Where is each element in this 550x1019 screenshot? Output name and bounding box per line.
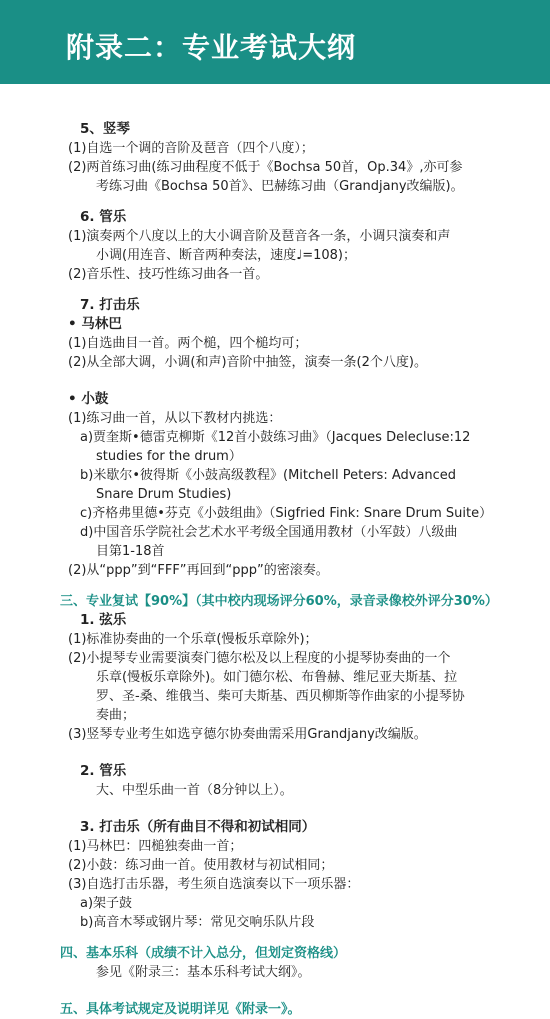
snare-b-1: b)米歇尔•彼得斯《小鼓高级教程》(Mitchell Peters: Advanced xyxy=(80,468,457,483)
snare-a-1: a)贾奎斯•德雷克柳斯《12首小鼓练习曲》（Jacques Delecluse:12 xyxy=(80,430,471,445)
snare-d-2: 目第1-18首 xyxy=(96,544,165,559)
snare-bullet: • 小鼓 xyxy=(68,391,109,407)
page-title: 附录二：专业考试大纲 xyxy=(66,31,357,64)
marimba-bullet: • 马林巴 xyxy=(68,316,122,332)
strings-item-1: (1)标准协奏曲的一个乐章(慢板乐章除外)； xyxy=(68,632,318,647)
strings-item-2b: 乐章(慢板乐章除外)。如门德尔松、布鲁赫、维尼亚夫斯基、拉 xyxy=(96,670,458,685)
winds-item-1b: 小调(用连音、断音两种奏法，速度♩=108)； xyxy=(96,248,356,263)
snare-item-2: (2)从“ppp”到“FFF”再回到“ppp”的密滚奏。 xyxy=(68,563,329,578)
retest-perc-item-2: (2)小鼓：练习曲一首。使用教材与初试相同； xyxy=(68,858,334,873)
harp-item-2a: (2)两首练习曲(练习曲程度不低于《Bochsa 50首，Op.34》,亦可参 xyxy=(68,160,463,175)
section4-item: 参见《附录三：基本乐科考试大纲》。 xyxy=(96,965,311,980)
strings-item-3: (3)竖琴专业考生如选亨德尔协奏曲需采用Grandjany改编版。 xyxy=(68,727,427,742)
retest-perc-heading: 3. 打击乐（所有曲目不得和初试相同） xyxy=(80,819,316,835)
strings-item-2a: (2)小提琴专业需要演奏门德尔松及以上程度的小提琴协奏曲的一个 xyxy=(68,651,451,666)
strings-item-2d: 奏曲； xyxy=(96,708,136,723)
header-banner xyxy=(0,0,550,84)
marimba-item-1: (1)自选曲目一首。两个槌，四个槌均可； xyxy=(68,336,308,351)
strings-item-2c: 罗、圣-桑、维俄当、柴可夫斯基、西贝柳斯等作曲家的小提琴协 xyxy=(96,689,465,704)
winds-item-2: (2)音乐性、技巧性练习曲各一首。 xyxy=(68,267,269,282)
retest-winds-item: 大、中型乐曲一首（8分钟以上）。 xyxy=(96,783,293,798)
harp-item-2b: 考练习曲《Bochsa 50首》、巴赫练习曲（Grandjany改编版)。 xyxy=(96,179,464,194)
retest-perc-item-b: b)高音木琴或钢片琴：常见交响乐队片段 xyxy=(80,915,315,930)
snare-c: c)齐格弗里德•芬克《小鼓组曲》（Sigfried Fink: Snare Drum Suite） xyxy=(80,506,493,521)
snare-item-1: (1)练习曲一首，从以下教材内挑选： xyxy=(68,411,282,426)
snare-d-1: d)中国音乐学院社会艺术水平考级全国通用教材（小军鼓）八级曲 xyxy=(80,525,458,540)
harp-item-1: (1)自选一个调的音阶及琶音（四个八度）； xyxy=(68,141,314,156)
section3-heading: 三、专业复试【90%】（其中校内现场评分60%，录音录像校外评分30%） xyxy=(60,594,498,609)
snare-b-2: Snare Drum Studies) xyxy=(96,487,232,502)
document-body xyxy=(0,84,550,1019)
winds-heading: 6. 管乐 xyxy=(80,209,127,225)
section4-heading: 四、基本乐科（成绩不计入总分，但划定资格线） xyxy=(60,946,347,961)
section5-heading: 五、具体考试规定及说明详见《附录一》。 xyxy=(60,1002,301,1017)
retest-perc-item-a: a)架子鼓 xyxy=(80,896,133,911)
marimba-item-2: (2)从全部大调，小调(和声)音阶中抽签，演奏一条(2个八度)。 xyxy=(68,355,427,370)
strings-heading: 1. 弦乐 xyxy=(80,612,127,628)
snare-a-2: studies for the drum） xyxy=(96,449,242,464)
harp-heading: 5、竖琴 xyxy=(80,121,130,137)
winds-item-1a: (1)演奏两个八度以上的大小调音阶及琶音各一条，小调只演奏和声 xyxy=(68,229,451,244)
perc-heading: 7. 打击乐 xyxy=(80,297,140,313)
retest-perc-item-3: (3)自选打击乐器，考生须自选演奏以下一项乐器： xyxy=(68,877,360,892)
retest-winds-heading: 2. 管乐 xyxy=(80,763,127,779)
retest-perc-item-1: (1)马林巴：四槌独奏曲一首； xyxy=(68,839,243,854)
